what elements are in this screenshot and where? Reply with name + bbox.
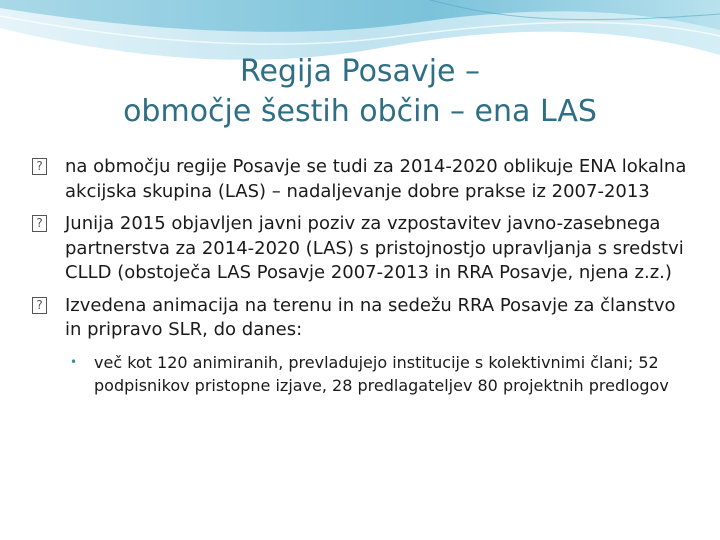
bullet-item	[32, 294, 692, 343]
bullet-text: na območju regije Posavje se tudi za 2014-2020 oblikuje ENA lokalna akcijska skupina (LAS) – nadaljevanje dobre prakse iz 2007-2013	[65, 156, 687, 202]
sub-bullet-item	[32, 351, 692, 397]
slide-title	[60, 52, 660, 132]
title-line-1: Regija Posavje –	[239, 54, 481, 89]
bullet-item	[32, 155, 692, 204]
bullet-item	[32, 212, 692, 286]
sub-bullet-text: več kot 120 animiranih, prevladujejo institucije s kolektivnimi člani; 52 podpisnikov pristopne izjave, 28 predlagateljev 80 projektnih predlogov	[94, 352, 669, 395]
title-line-2: območje šestih občin – ena LAS	[123, 94, 597, 129]
dot-bullet-icon: •	[70, 354, 78, 369]
missing-glyph-bullet-icon: ?	[32, 215, 47, 232]
missing-glyph-bullet-icon: ?	[32, 297, 47, 314]
slide-body	[32, 155, 692, 397]
bullet-text: Izvedena animacija na terenu in na sedežu RRA Posavje za članstvo in pripravo SLR, do danes:	[65, 294, 676, 340]
bullet-text: Junija 2015 objavljen javni poziv za vzpostavitev javno-zasebnega partnerstva za 2014-2020 (LAS) s pristojnostjo upravljanja s sredstvi CLLD (obstoječa LAS Posavje 2007-2013 in RRA Posavje, njena z.z.)	[65, 213, 684, 283]
missing-glyph-bullet-icon: ?	[32, 158, 47, 175]
